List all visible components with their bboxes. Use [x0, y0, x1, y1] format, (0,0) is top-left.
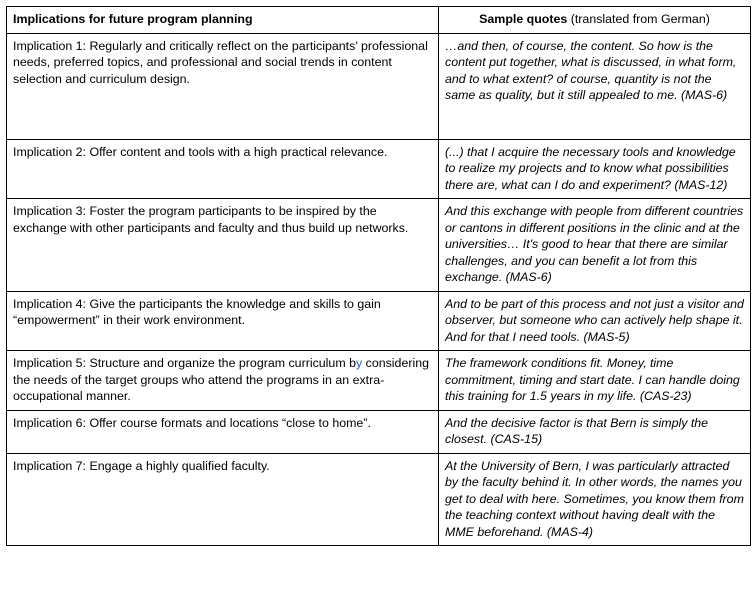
- table-row: [7, 291, 751, 351]
- implication-cell-5: [7, 351, 439, 411]
- table-row: [7, 33, 751, 139]
- implication-5-blue-char: y: [355, 356, 363, 370]
- implications-table: [6, 6, 751, 546]
- implication-cell-2: Implication 2: Offer content and tools with a high practical relevance.: [7, 139, 439, 199]
- quote-cell-3: And this exchange with people from different countries or cantons in different positions in the clinic and at the universities… It's good to hear that there are similar challenges, and you can benefit a lot from this exchange. (MAS-6): [439, 199, 751, 292]
- header-sample-quotes: [439, 7, 751, 34]
- implication-cell-4: Implication 4: Give the participants the knowledge and skills to gain “empowerment” in their work environment.: [7, 291, 439, 351]
- quote-cell-7: At the University of Bern, I was particularly attracted by the faculty behind it. In other words, the names you get to deal with here. Sometimes, you know them from the teaching context without having dealt with the MME beforehand. (MAS-4): [439, 453, 751, 546]
- quote-cell-2: (...) that I acquire the necessary tools and knowledge to realize my projects and to know what possibilities there are, what can I do and experiment? (MAS-12): [439, 139, 751, 199]
- table-row: [7, 351, 751, 411]
- header-sample-quotes-bold: Sample quotes: [479, 12, 568, 26]
- table-row: [7, 199, 751, 292]
- quote-cell-6: And the decisive factor is that Bern is simply the closest. (CAS-15): [439, 410, 751, 453]
- implication-5-post: considering the needs of the target groups who attend the programs in an extra-occupational manner.: [13, 356, 429, 403]
- table-row: [7, 139, 751, 199]
- table-header-row: [7, 7, 751, 34]
- implication-cell-3: Implication 3: Foster the program participants to be inspired by the exchange with other participants and faculty and thus build up networks.: [7, 199, 439, 292]
- implication-cell-6: Implication 6: Offer course formats and locations “close to home”.: [7, 410, 439, 453]
- header-sample-quotes-note: (translated from German): [567, 12, 710, 26]
- quote-cell-4: And to be part of this process and not just a visitor and observer, but someone who can actively help shape it. And for that I need tools. (MAS-5): [439, 291, 751, 351]
- table-row: [7, 453, 751, 546]
- quote-cell-1: …and then, of course, the content. So how is the content put together, what is discussed, in what form, and to what extent? of course, quantity is not the same as quality, but it still appealed to me. (MAS-6): [439, 33, 751, 139]
- implication-5-pre: Implication 5: Structure and organize the program curriculum b: [13, 356, 356, 370]
- implication-cell-1: Implication 1: Regularly and critically reflect on the participants’ professional needs, preferred topics, and professional and social trends in content selection and curriculum design.: [7, 33, 439, 139]
- header-implications: Implications for future program planning: [7, 7, 439, 34]
- implication-cell-7: Implication 7: Engage a highly qualified faculty.: [7, 453, 439, 546]
- quote-cell-5: The framework conditions fit. Money, time commitment, timing and start date. I can handle doing this training for 1.5 years in my life. (CAS-23): [439, 351, 751, 411]
- table-row: [7, 410, 751, 453]
